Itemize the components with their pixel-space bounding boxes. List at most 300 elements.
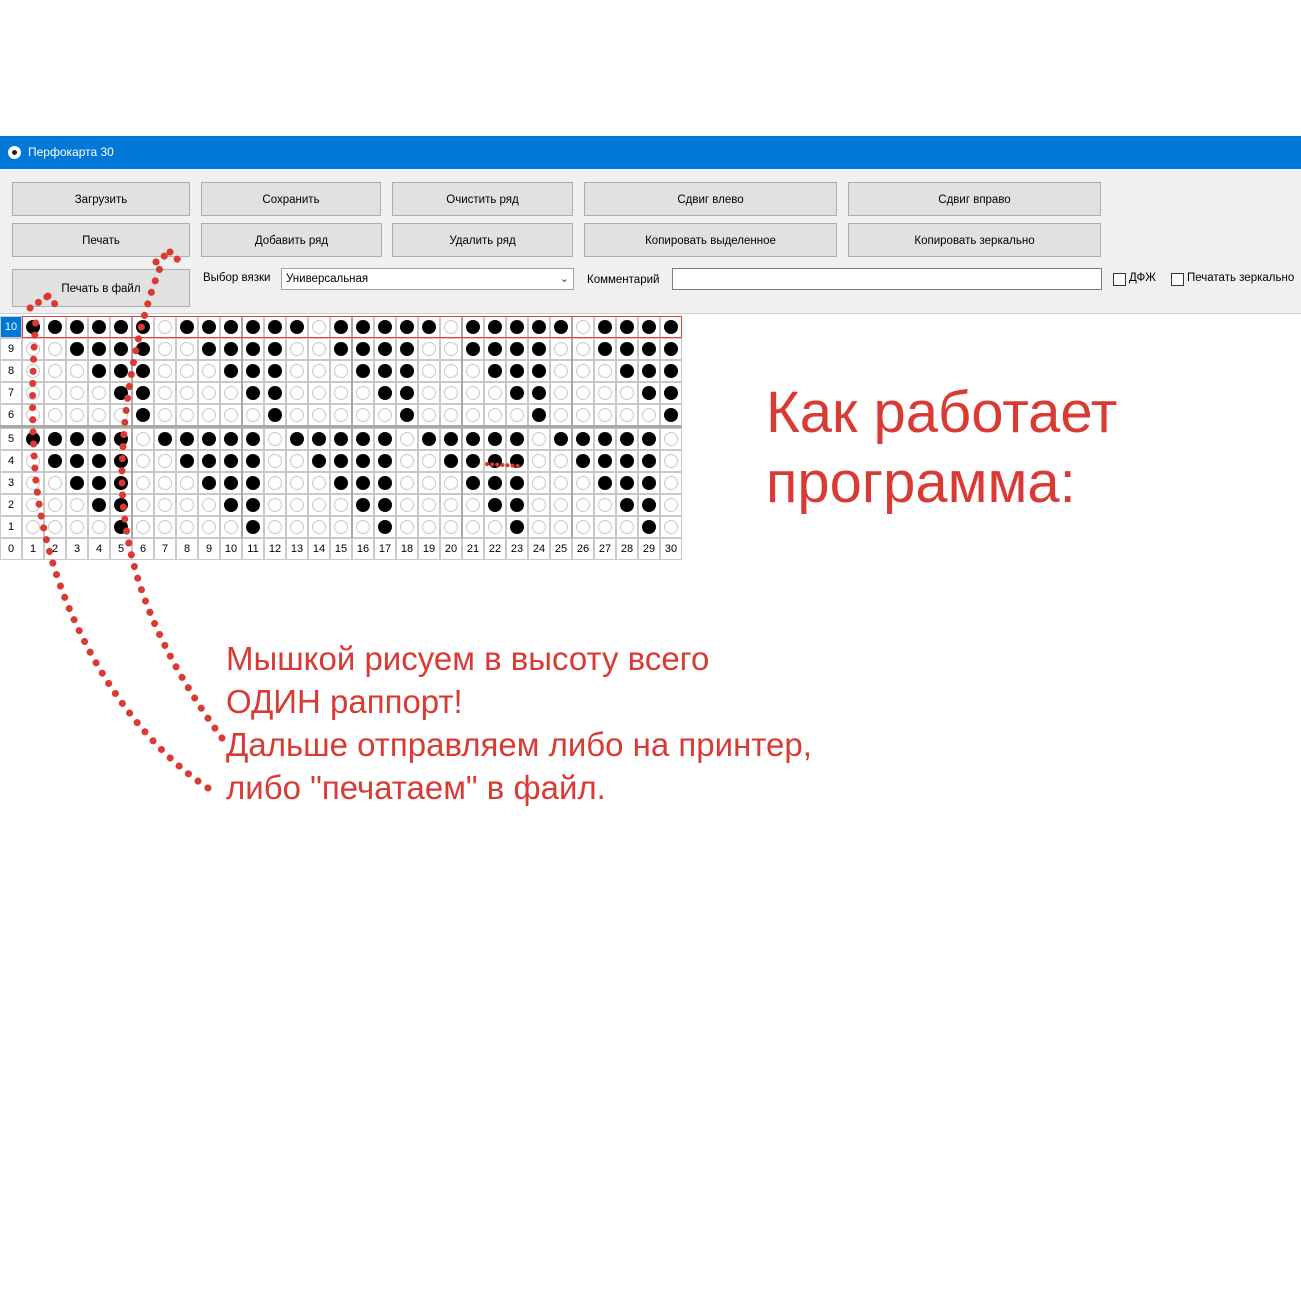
stitch-cell[interactable] bbox=[88, 360, 110, 382]
stitch-cell[interactable] bbox=[154, 360, 176, 382]
stitch-cell[interactable] bbox=[22, 316, 44, 338]
stitch-cell[interactable] bbox=[88, 428, 110, 450]
stitch-cell[interactable] bbox=[572, 382, 594, 404]
stitch-cell[interactable] bbox=[330, 382, 352, 404]
stitch-cell[interactable] bbox=[132, 360, 154, 382]
stitch-cell[interactable] bbox=[440, 382, 462, 404]
stitch-cell[interactable] bbox=[330, 404, 352, 426]
stitch-cell[interactable] bbox=[374, 450, 396, 472]
stitch-cell[interactable] bbox=[462, 450, 484, 472]
stitch-cell[interactable] bbox=[374, 316, 396, 338]
stitch-cell[interactable] bbox=[638, 428, 660, 450]
stitch-cell[interactable] bbox=[616, 428, 638, 450]
stitch-cell[interactable] bbox=[440, 316, 462, 338]
stitch-cell[interactable] bbox=[22, 428, 44, 450]
stitch-cell[interactable] bbox=[110, 494, 132, 516]
stitch-cell[interactable] bbox=[22, 404, 44, 426]
stitch-cell[interactable] bbox=[22, 450, 44, 472]
stitch-cell[interactable] bbox=[352, 404, 374, 426]
row-header[interactable]: 10 bbox=[0, 316, 22, 338]
stitch-cell[interactable] bbox=[220, 316, 242, 338]
stitch-cell[interactable] bbox=[418, 316, 440, 338]
stitch-cell[interactable] bbox=[440, 338, 462, 360]
stitch-cell[interactable] bbox=[154, 472, 176, 494]
stitch-cell[interactable] bbox=[242, 316, 264, 338]
stitch-cell[interactable] bbox=[638, 516, 660, 538]
stitch-cell[interactable] bbox=[110, 516, 132, 538]
print-to-file-button[interactable]: Печать в файл bbox=[12, 269, 190, 307]
stitch-cell[interactable] bbox=[198, 450, 220, 472]
stitch-cell[interactable] bbox=[484, 450, 506, 472]
stitch-cell[interactable] bbox=[572, 404, 594, 426]
stitch-cell[interactable] bbox=[308, 360, 330, 382]
stitch-cell[interactable] bbox=[242, 450, 264, 472]
stitch-cell[interactable] bbox=[506, 338, 528, 360]
stitch-cell[interactable] bbox=[484, 338, 506, 360]
stitch-cell[interactable] bbox=[286, 360, 308, 382]
stitch-cell[interactable] bbox=[330, 360, 352, 382]
stitch-cell[interactable] bbox=[506, 316, 528, 338]
stitch-cell[interactable] bbox=[154, 404, 176, 426]
stitch-cell[interactable] bbox=[286, 404, 308, 426]
stitch-cell[interactable] bbox=[308, 382, 330, 404]
stitch-cell[interactable] bbox=[506, 494, 528, 516]
stitch-cell[interactable] bbox=[132, 494, 154, 516]
stitch-cell[interactable] bbox=[440, 472, 462, 494]
stitch-cell[interactable] bbox=[110, 472, 132, 494]
stitch-cell[interactable] bbox=[286, 450, 308, 472]
stitch-cell[interactable] bbox=[440, 450, 462, 472]
stitch-cell[interactable] bbox=[22, 516, 44, 538]
stitch-cell[interactable] bbox=[176, 404, 198, 426]
stitch-cell[interactable] bbox=[550, 516, 572, 538]
stitch-cell[interactable] bbox=[198, 338, 220, 360]
stitch-cell[interactable] bbox=[484, 516, 506, 538]
stitch-cell[interactable] bbox=[154, 316, 176, 338]
stitch-cell[interactable] bbox=[198, 516, 220, 538]
stitch-cell[interactable] bbox=[638, 316, 660, 338]
stitch-cell[interactable] bbox=[374, 404, 396, 426]
stitch-cell[interactable] bbox=[506, 360, 528, 382]
stitch-cell[interactable] bbox=[44, 360, 66, 382]
stitch-cell[interactable] bbox=[176, 316, 198, 338]
stitch-cell[interactable] bbox=[660, 338, 682, 360]
stitch-cell[interactable] bbox=[660, 360, 682, 382]
stitch-cell[interactable] bbox=[374, 338, 396, 360]
stitch-cell[interactable] bbox=[44, 450, 66, 472]
stitch-cell[interactable] bbox=[594, 450, 616, 472]
stitch-cell[interactable] bbox=[132, 450, 154, 472]
stitch-cell[interactable] bbox=[660, 428, 682, 450]
mirror-print-checkbox[interactable] bbox=[1171, 273, 1184, 286]
stitch-cell[interactable] bbox=[154, 516, 176, 538]
stitch-cell[interactable] bbox=[88, 494, 110, 516]
stitch-cell[interactable] bbox=[462, 316, 484, 338]
stitch-cell[interactable] bbox=[462, 338, 484, 360]
row-header[interactable]: 3 bbox=[0, 472, 22, 494]
stitch-cell[interactable] bbox=[198, 472, 220, 494]
stitch-cell[interactable] bbox=[132, 382, 154, 404]
stitch-cell[interactable] bbox=[110, 338, 132, 360]
stitch-cell[interactable] bbox=[154, 382, 176, 404]
stitch-cell[interactable] bbox=[374, 428, 396, 450]
stitch-cell[interactable] bbox=[572, 338, 594, 360]
stitch-cell[interactable] bbox=[308, 472, 330, 494]
stitch-cell[interactable] bbox=[528, 428, 550, 450]
stitch-cell[interactable] bbox=[176, 494, 198, 516]
stitch-cell[interactable] bbox=[550, 494, 572, 516]
stitch-cell[interactable] bbox=[330, 338, 352, 360]
stitch-cell[interactable] bbox=[242, 338, 264, 360]
stitch-cell[interactable] bbox=[506, 404, 528, 426]
stitch-cell[interactable] bbox=[594, 360, 616, 382]
stitch-cell[interactable] bbox=[198, 316, 220, 338]
stitch-cell[interactable] bbox=[572, 472, 594, 494]
stitch-cell[interactable] bbox=[418, 450, 440, 472]
stitch-cell[interactable] bbox=[616, 338, 638, 360]
stitch-cell[interactable] bbox=[176, 338, 198, 360]
stitch-cell[interactable] bbox=[308, 428, 330, 450]
stitch-cell[interactable] bbox=[286, 516, 308, 538]
stitch-cell[interactable] bbox=[484, 494, 506, 516]
stitch-cell[interactable] bbox=[352, 360, 374, 382]
stitch-cell[interactable] bbox=[264, 404, 286, 426]
stitch-cell[interactable] bbox=[418, 360, 440, 382]
stitch-cell[interactable] bbox=[44, 472, 66, 494]
shift-left-button[interactable]: Сдвиг влево bbox=[584, 182, 837, 216]
stitch-cell[interactable] bbox=[66, 428, 88, 450]
stitch-cell[interactable] bbox=[44, 428, 66, 450]
stitch-cell[interactable] bbox=[22, 338, 44, 360]
stitch-cell[interactable] bbox=[264, 450, 286, 472]
stitch-cell[interactable] bbox=[572, 516, 594, 538]
stitch-cell[interactable] bbox=[594, 338, 616, 360]
stitch-cell[interactable] bbox=[352, 316, 374, 338]
stitch-cell[interactable] bbox=[616, 382, 638, 404]
row-header[interactable]: 4 bbox=[0, 450, 22, 472]
stitch-cell[interactable] bbox=[88, 404, 110, 426]
stitch-cell[interactable] bbox=[264, 472, 286, 494]
stitch-cell[interactable] bbox=[22, 382, 44, 404]
stitch-cell[interactable] bbox=[484, 360, 506, 382]
stitch-cell[interactable] bbox=[528, 516, 550, 538]
stitch-cell[interactable] bbox=[616, 360, 638, 382]
stitch-cell[interactable] bbox=[66, 516, 88, 538]
stitch-cell[interactable] bbox=[550, 360, 572, 382]
stitch-cell[interactable] bbox=[550, 382, 572, 404]
stitch-cell[interactable] bbox=[110, 450, 132, 472]
stitch-cell[interactable] bbox=[242, 360, 264, 382]
stitch-cell[interactable] bbox=[220, 494, 242, 516]
stitch-cell[interactable] bbox=[132, 516, 154, 538]
stitch-cell[interactable] bbox=[22, 360, 44, 382]
stitch-cell[interactable] bbox=[110, 428, 132, 450]
stitch-cell[interactable] bbox=[550, 428, 572, 450]
stitch-cell[interactable] bbox=[132, 338, 154, 360]
stitch-cell[interactable] bbox=[110, 382, 132, 404]
stitch-cell[interactable] bbox=[484, 472, 506, 494]
stitch-cell[interactable] bbox=[572, 450, 594, 472]
stitch-cell[interactable] bbox=[44, 338, 66, 360]
stitch-cell[interactable] bbox=[176, 428, 198, 450]
stitch-cell[interactable] bbox=[484, 316, 506, 338]
stitch-cell[interactable] bbox=[220, 516, 242, 538]
stitch-cell[interactable] bbox=[220, 360, 242, 382]
stitch-cell[interactable] bbox=[176, 516, 198, 538]
stitch-cell[interactable] bbox=[22, 472, 44, 494]
stitch-cell[interactable] bbox=[440, 516, 462, 538]
stitch-cell[interactable] bbox=[66, 382, 88, 404]
stitch-cell[interactable] bbox=[66, 338, 88, 360]
stitch-cell[interactable] bbox=[88, 450, 110, 472]
stitch-cell[interactable] bbox=[308, 404, 330, 426]
stitch-cell[interactable] bbox=[660, 450, 682, 472]
stitch-cell[interactable] bbox=[440, 404, 462, 426]
stitch-cell[interactable] bbox=[330, 450, 352, 472]
stitch-cell[interactable] bbox=[286, 382, 308, 404]
stitch-cell[interactable] bbox=[264, 516, 286, 538]
stitch-cell[interactable] bbox=[220, 382, 242, 404]
stitch-cell[interactable] bbox=[110, 360, 132, 382]
row-header[interactable]: 7 bbox=[0, 382, 22, 404]
row-header[interactable]: 8 bbox=[0, 360, 22, 382]
stitch-cell[interactable] bbox=[198, 428, 220, 450]
stitch-cell[interactable] bbox=[638, 382, 660, 404]
stitch-cell[interactable] bbox=[154, 494, 176, 516]
stitch-cell[interactable] bbox=[154, 428, 176, 450]
stitch-cell[interactable] bbox=[396, 472, 418, 494]
stitch-cell[interactable] bbox=[462, 382, 484, 404]
stitch-cell[interactable] bbox=[440, 494, 462, 516]
stitch-cell[interactable] bbox=[572, 360, 594, 382]
stitch-cell[interactable] bbox=[462, 360, 484, 382]
stitch-cell[interactable] bbox=[484, 428, 506, 450]
stitch-cell[interactable] bbox=[264, 338, 286, 360]
stitch-cell[interactable] bbox=[418, 404, 440, 426]
stitch-cell[interactable] bbox=[572, 316, 594, 338]
stitch-cell[interactable] bbox=[418, 494, 440, 516]
stitch-cell[interactable] bbox=[110, 404, 132, 426]
stitch-cell[interactable] bbox=[330, 428, 352, 450]
stitch-cell[interactable] bbox=[308, 494, 330, 516]
row-header[interactable]: 1 bbox=[0, 516, 22, 538]
stitch-cell[interactable] bbox=[176, 360, 198, 382]
stitch-cell[interactable] bbox=[660, 382, 682, 404]
row-header[interactable]: 6 bbox=[0, 404, 22, 426]
stitch-cell[interactable] bbox=[550, 450, 572, 472]
stitch-cell[interactable] bbox=[88, 516, 110, 538]
stitch-cell[interactable] bbox=[242, 494, 264, 516]
stitch-cell[interactable] bbox=[616, 472, 638, 494]
comment-field[interactable] bbox=[672, 268, 1102, 290]
stitch-cell[interactable] bbox=[352, 382, 374, 404]
stitch-cell[interactable] bbox=[660, 472, 682, 494]
stitch-cell[interactable] bbox=[198, 404, 220, 426]
stitch-cell[interactable] bbox=[616, 516, 638, 538]
stitch-cell[interactable] bbox=[44, 516, 66, 538]
stitch-cell[interactable] bbox=[352, 494, 374, 516]
copy-selected-button[interactable]: Копировать выделенное bbox=[584, 223, 837, 257]
knit-choice-select[interactable] bbox=[281, 268, 574, 290]
stitch-cell[interactable] bbox=[286, 494, 308, 516]
stitch-cell[interactable] bbox=[264, 428, 286, 450]
stitch-cell[interactable] bbox=[198, 382, 220, 404]
stitch-cell[interactable] bbox=[286, 428, 308, 450]
stitch-cell[interactable] bbox=[616, 450, 638, 472]
stitch-cell[interactable] bbox=[638, 494, 660, 516]
stitch-cell[interactable] bbox=[638, 450, 660, 472]
stitch-cell[interactable] bbox=[418, 338, 440, 360]
stitch-cell[interactable] bbox=[88, 382, 110, 404]
stitch-cell[interactable] bbox=[110, 316, 132, 338]
stitch-cell[interactable] bbox=[264, 316, 286, 338]
print-button[interactable]: Печать bbox=[12, 223, 190, 257]
stitch-cell[interactable] bbox=[374, 494, 396, 516]
add-row-button[interactable]: Добавить ряд bbox=[201, 223, 382, 257]
stitch-cell[interactable] bbox=[396, 428, 418, 450]
stitch-cell[interactable] bbox=[528, 360, 550, 382]
stitch-cell[interactable] bbox=[220, 450, 242, 472]
stitch-cell[interactable] bbox=[66, 472, 88, 494]
stitch-cell[interactable] bbox=[594, 382, 616, 404]
stitch-cell[interactable] bbox=[264, 382, 286, 404]
copy-mirror-button[interactable]: Копировать зеркально bbox=[848, 223, 1101, 257]
stitch-cell[interactable] bbox=[264, 494, 286, 516]
stitch-cell[interactable] bbox=[198, 494, 220, 516]
stitch-cell[interactable] bbox=[352, 338, 374, 360]
stitch-cell[interactable] bbox=[66, 494, 88, 516]
stitch-cell[interactable] bbox=[528, 338, 550, 360]
stitch-cell[interactable] bbox=[660, 494, 682, 516]
stitch-cell[interactable] bbox=[242, 516, 264, 538]
stitch-cell[interactable] bbox=[528, 316, 550, 338]
stitch-cell[interactable] bbox=[418, 382, 440, 404]
stitch-cell[interactable] bbox=[176, 382, 198, 404]
stitch-cell[interactable] bbox=[132, 404, 154, 426]
stitch-cell[interactable] bbox=[638, 360, 660, 382]
stitch-cell[interactable] bbox=[396, 360, 418, 382]
stitch-cell[interactable] bbox=[154, 450, 176, 472]
stitch-cell[interactable] bbox=[594, 516, 616, 538]
stitch-cell[interactable] bbox=[506, 516, 528, 538]
stitch-cell[interactable] bbox=[506, 382, 528, 404]
stitch-cell[interactable] bbox=[572, 494, 594, 516]
stitch-cell[interactable] bbox=[418, 472, 440, 494]
stitch-cell[interactable] bbox=[308, 316, 330, 338]
stitch-cell[interactable] bbox=[506, 472, 528, 494]
stitch-cell[interactable] bbox=[286, 316, 308, 338]
stitch-cell[interactable] bbox=[594, 472, 616, 494]
stitch-cell[interactable] bbox=[220, 338, 242, 360]
stitch-cell[interactable] bbox=[66, 360, 88, 382]
stitch-cell[interactable] bbox=[396, 450, 418, 472]
stitch-cell[interactable] bbox=[88, 316, 110, 338]
stitch-cell[interactable] bbox=[660, 516, 682, 538]
shift-right-button[interactable]: Сдвиг вправо bbox=[848, 182, 1101, 216]
stitch-cell[interactable] bbox=[638, 338, 660, 360]
stitch-cell[interactable] bbox=[352, 450, 374, 472]
stitch-cell[interactable] bbox=[484, 382, 506, 404]
save-button[interactable]: Сохранить bbox=[201, 182, 381, 216]
row-header[interactable]: 5 bbox=[0, 428, 22, 450]
stitch-cell[interactable] bbox=[330, 316, 352, 338]
stitch-cell[interactable] bbox=[352, 516, 374, 538]
stitch-cell[interactable] bbox=[638, 404, 660, 426]
stitch-cell[interactable] bbox=[132, 316, 154, 338]
stitch-cell[interactable] bbox=[396, 494, 418, 516]
stitch-cell[interactable] bbox=[44, 404, 66, 426]
stitch-cell[interactable] bbox=[594, 494, 616, 516]
stitch-cell[interactable] bbox=[506, 428, 528, 450]
stitch-cell[interactable] bbox=[374, 382, 396, 404]
stitch-cell[interactable] bbox=[550, 472, 572, 494]
stitch-cell[interactable] bbox=[198, 360, 220, 382]
stitch-cell[interactable] bbox=[396, 516, 418, 538]
stitch-cell[interactable] bbox=[396, 382, 418, 404]
stitch-cell[interactable] bbox=[440, 428, 462, 450]
stitch-cell[interactable] bbox=[308, 450, 330, 472]
stitch-cell[interactable] bbox=[528, 404, 550, 426]
stitch-cell[interactable] bbox=[462, 472, 484, 494]
stitch-cell[interactable] bbox=[440, 360, 462, 382]
stitch-cell[interactable] bbox=[528, 450, 550, 472]
stitch-cell[interactable] bbox=[44, 316, 66, 338]
stitch-cell[interactable] bbox=[462, 494, 484, 516]
stitch-cell[interactable] bbox=[638, 472, 660, 494]
stitch-cell[interactable] bbox=[242, 382, 264, 404]
stitch-cell[interactable] bbox=[418, 428, 440, 450]
stitch-cell[interactable] bbox=[176, 450, 198, 472]
stitch-cell[interactable] bbox=[528, 494, 550, 516]
stitch-cell[interactable] bbox=[528, 382, 550, 404]
stitch-cell[interactable] bbox=[462, 516, 484, 538]
stitch-cell[interactable] bbox=[242, 404, 264, 426]
stitch-cell[interactable] bbox=[506, 450, 528, 472]
stitch-cell[interactable] bbox=[44, 382, 66, 404]
stitch-cell[interactable] bbox=[550, 316, 572, 338]
stitch-cell[interactable] bbox=[550, 404, 572, 426]
stitch-cell[interactable] bbox=[594, 428, 616, 450]
dfzh-checkbox[interactable] bbox=[1113, 273, 1126, 286]
stitch-cell[interactable] bbox=[286, 472, 308, 494]
stitch-cell[interactable] bbox=[154, 338, 176, 360]
stitch-cell[interactable] bbox=[616, 404, 638, 426]
stitch-cell[interactable] bbox=[330, 494, 352, 516]
stitch-cell[interactable] bbox=[352, 428, 374, 450]
stitch-cell[interactable] bbox=[352, 472, 374, 494]
stitch-cell[interactable] bbox=[286, 338, 308, 360]
stitch-cell[interactable] bbox=[616, 494, 638, 516]
row-header[interactable]: 9 bbox=[0, 338, 22, 360]
stitch-cell[interactable] bbox=[528, 472, 550, 494]
stitch-cell[interactable] bbox=[242, 472, 264, 494]
stitch-cell[interactable] bbox=[374, 516, 396, 538]
stitch-cell[interactable] bbox=[66, 450, 88, 472]
stitch-cell[interactable] bbox=[616, 316, 638, 338]
stitch-cell[interactable] bbox=[22, 494, 44, 516]
stitch-cell[interactable] bbox=[132, 428, 154, 450]
stitch-cell[interactable] bbox=[572, 428, 594, 450]
stitch-cell[interactable] bbox=[66, 316, 88, 338]
row-header[interactable]: 2 bbox=[0, 494, 22, 516]
stitch-cell[interactable] bbox=[308, 338, 330, 360]
stitch-cell[interactable] bbox=[132, 472, 154, 494]
stitch-cell[interactable] bbox=[44, 494, 66, 516]
stitch-cell[interactable] bbox=[220, 428, 242, 450]
stitch-cell[interactable] bbox=[88, 472, 110, 494]
load-button[interactable]: Загрузить bbox=[12, 182, 190, 216]
stitch-cell[interactable] bbox=[660, 316, 682, 338]
